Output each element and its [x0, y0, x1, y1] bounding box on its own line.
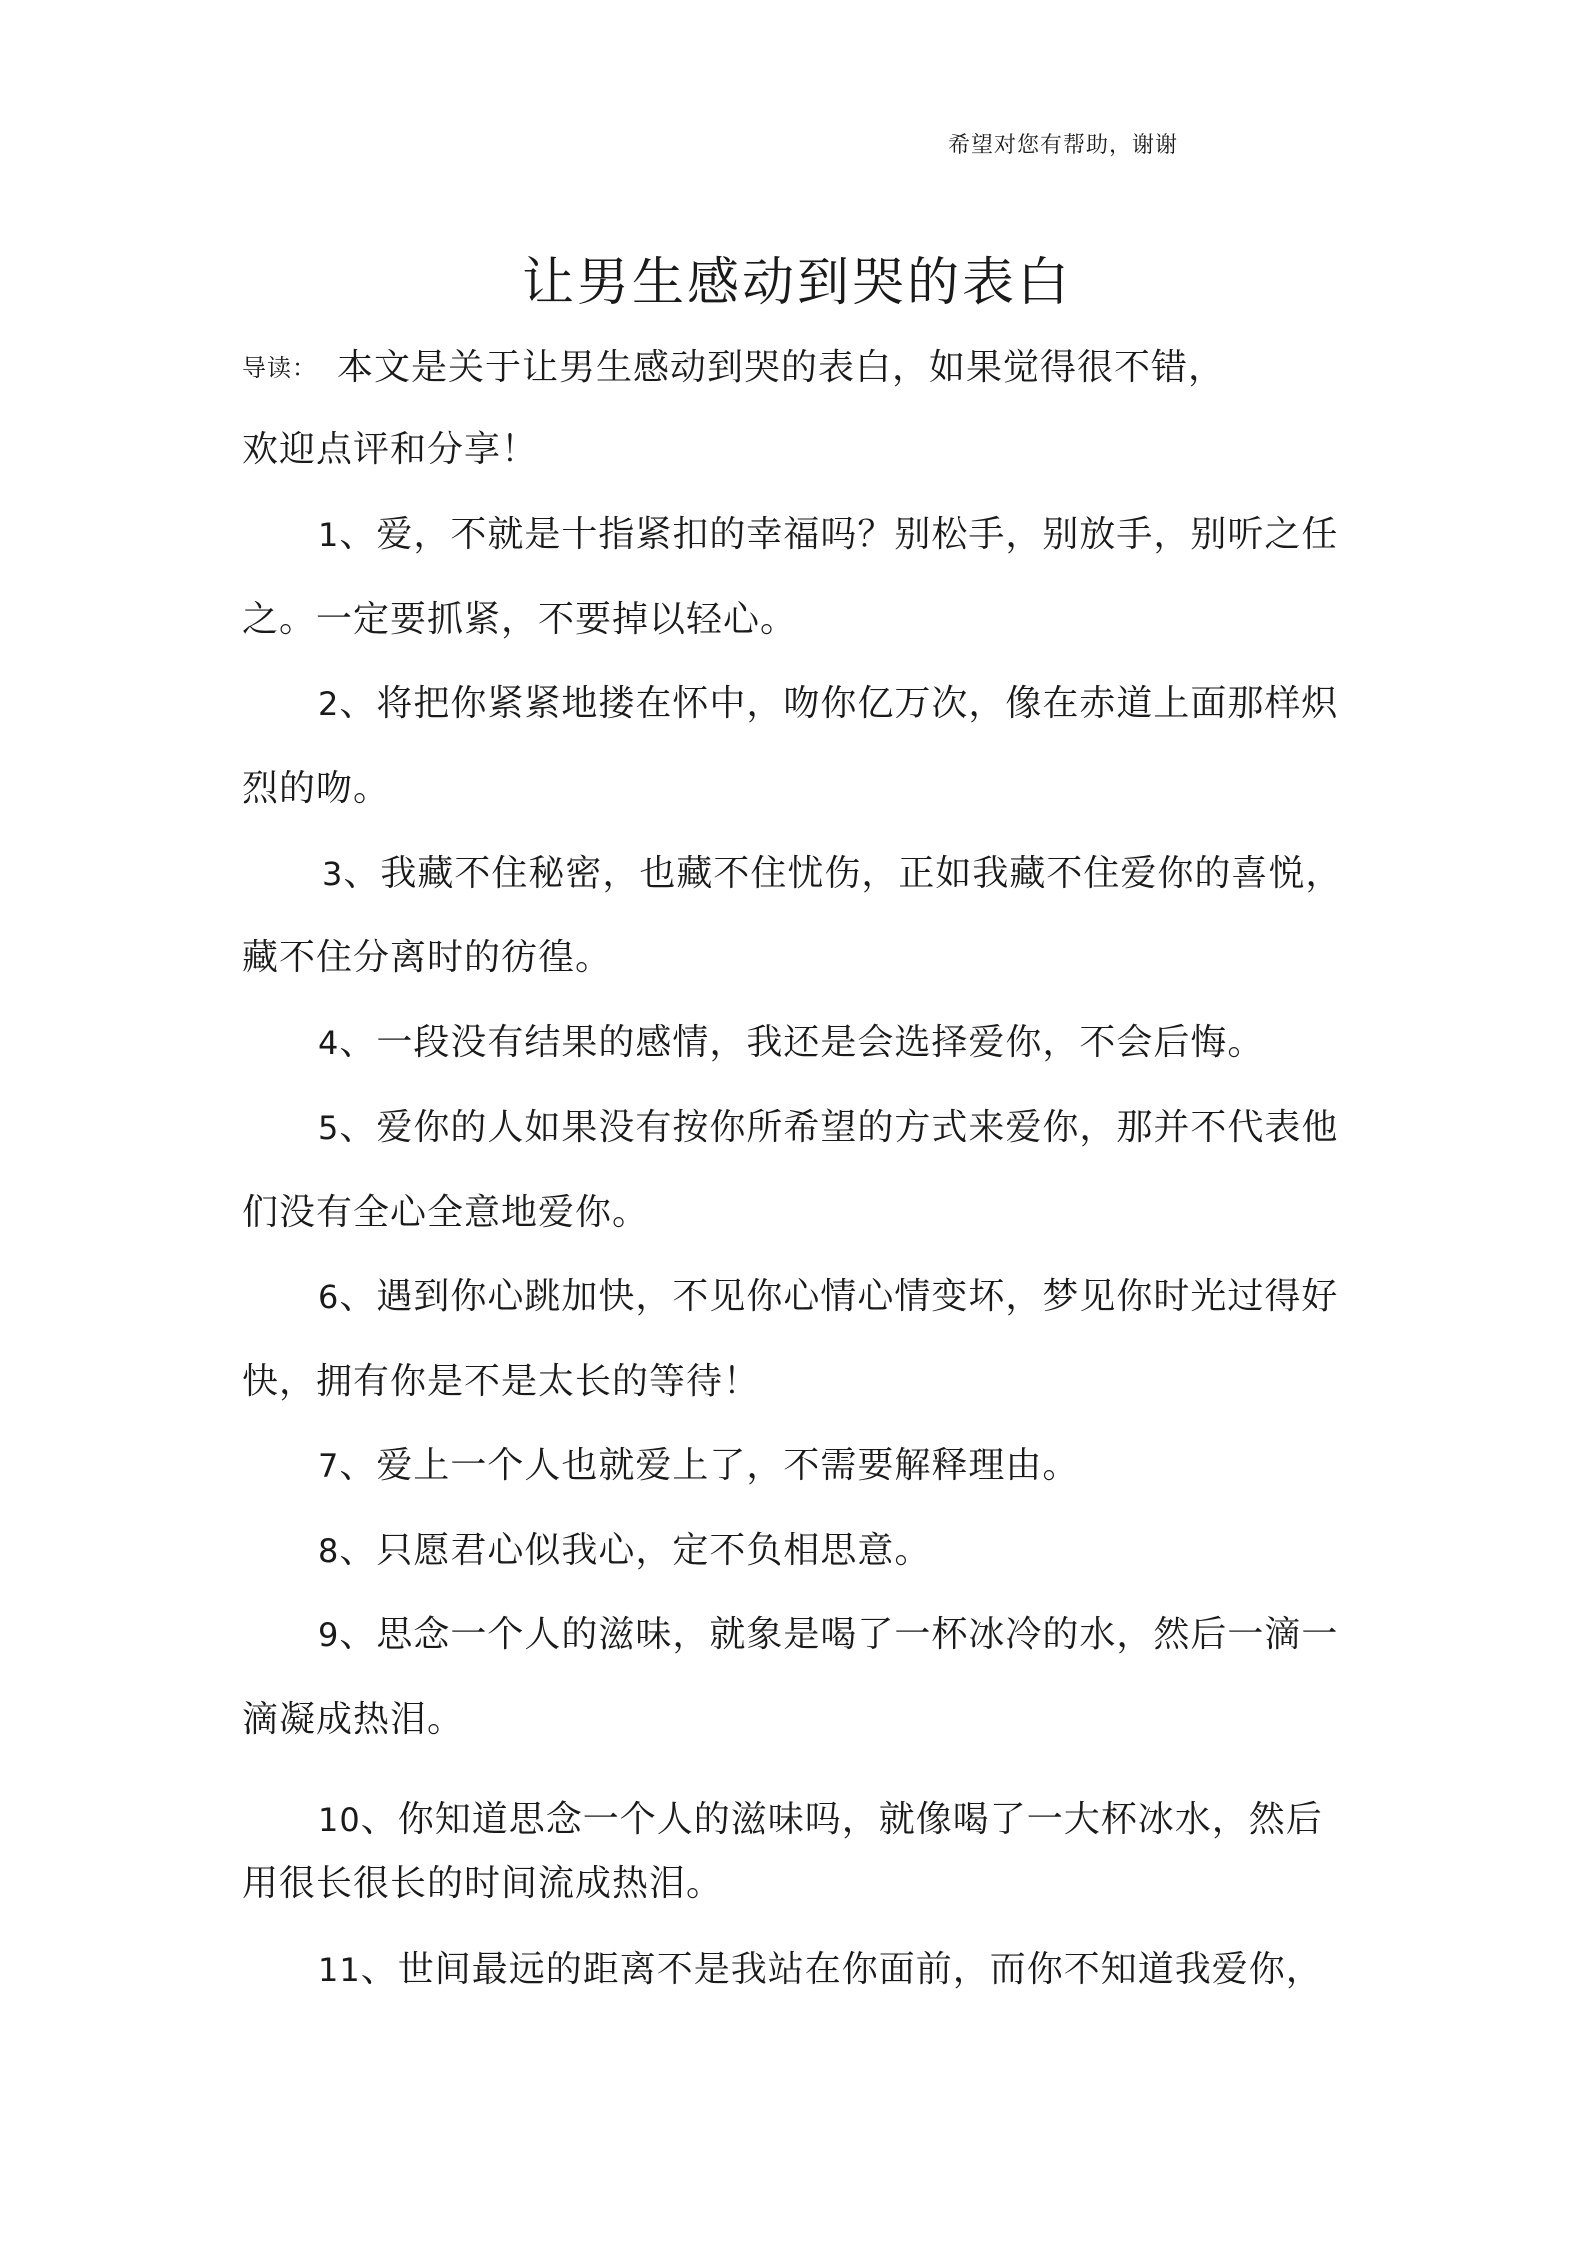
- item-text: 、爱上一个人也就爱上了，不需要解释理由。: [339, 1445, 1080, 1486]
- intro-label: 导读：: [242, 354, 317, 382]
- item-continuation: 烈的吻。: [242, 768, 391, 809]
- item-text: 、你知道思念一个人的滋味吗，就像喝了一大杯冰水，然后: [360, 1799, 1323, 1840]
- list-item: [318, 513, 1338, 557]
- list-item: [318, 1444, 1079, 1488]
- item-number: 4: [318, 1024, 340, 1062]
- list-item: [318, 1529, 931, 1573]
- item-number: 2: [318, 685, 340, 723]
- item-number: 6: [318, 1278, 340, 1316]
- list-item: [318, 1021, 1264, 1065]
- item-continuation: 快，拥有你是不是太长的等待！: [242, 1361, 761, 1402]
- item-number: 5: [318, 1109, 340, 1147]
- item-text: 、思念一个人的滋味，就象是喝了一杯冰冷的水，然后一滴一: [339, 1614, 1339, 1655]
- item-text: 、爱，不就是十指紧扣的幸福吗？别松手，别放手，别听之任: [339, 514, 1339, 555]
- item-continuation: 之。一定要抓紧，不要掉以轻心。: [242, 599, 798, 640]
- item-continuation: 们没有全心全意地爱你。: [242, 1192, 650, 1233]
- intro-line-2: 欢迎点评和分享！: [242, 429, 539, 470]
- item-continuation: 用很长很长的时间流成热泪。: [242, 1863, 724, 1904]
- intro-line-1: [242, 346, 1225, 390]
- item-text: 、遇到你心跳加快，不见你心情心情变坏，梦见你时光过得好: [339, 1276, 1339, 1317]
- item-number: 11: [318, 1951, 361, 1989]
- item-text: 、我藏不住秘密，也藏不住忧伤，正如我藏不住爱你的喜悦，: [343, 853, 1343, 894]
- list-item: [318, 1948, 1323, 1992]
- item-continuation: 藏不住分离时的彷徨。: [242, 937, 613, 978]
- list-item: [318, 682, 1338, 726]
- item-continuation: 滴凝成热泪。: [242, 1699, 465, 1740]
- item-text: 、世间最远的距离不是我站在你面前，而你不知道我爱你，: [360, 1949, 1323, 1990]
- intro-text-1: 本文是关于让男生感动到哭的表白，如果觉得很不错，: [337, 347, 1226, 388]
- page-title: 让男生感动到哭的表白: [521, 253, 1072, 313]
- item-number: 1: [318, 516, 340, 554]
- list-item: [318, 1798, 1323, 1842]
- item-number: 9: [318, 1616, 340, 1654]
- item-number: 7: [318, 1447, 340, 1485]
- item-text: 、一段没有结果的感情，我还是会选择爱你，不会后悔。: [339, 1022, 1265, 1063]
- list-item: [318, 1106, 1338, 1150]
- item-number: 3: [322, 855, 344, 893]
- item-number: 10: [318, 1801, 361, 1839]
- item-text: 、将把你紧紧地搂在怀中，吻你亿万次，像在赤道上面那样炽: [339, 683, 1339, 724]
- list-item: [318, 1613, 1338, 1657]
- list-item: [318, 1275, 1338, 1319]
- item-number: 8: [318, 1532, 340, 1570]
- list-item: [322, 852, 1342, 896]
- item-text: 、爱你的人如果没有按你所希望的方式来爱你，那并不代表他: [339, 1107, 1339, 1148]
- item-text: 、只愿君心似我心，定不负相思意。: [339, 1530, 932, 1571]
- header-note: 希望对您有帮助，谢谢: [948, 133, 1179, 158]
